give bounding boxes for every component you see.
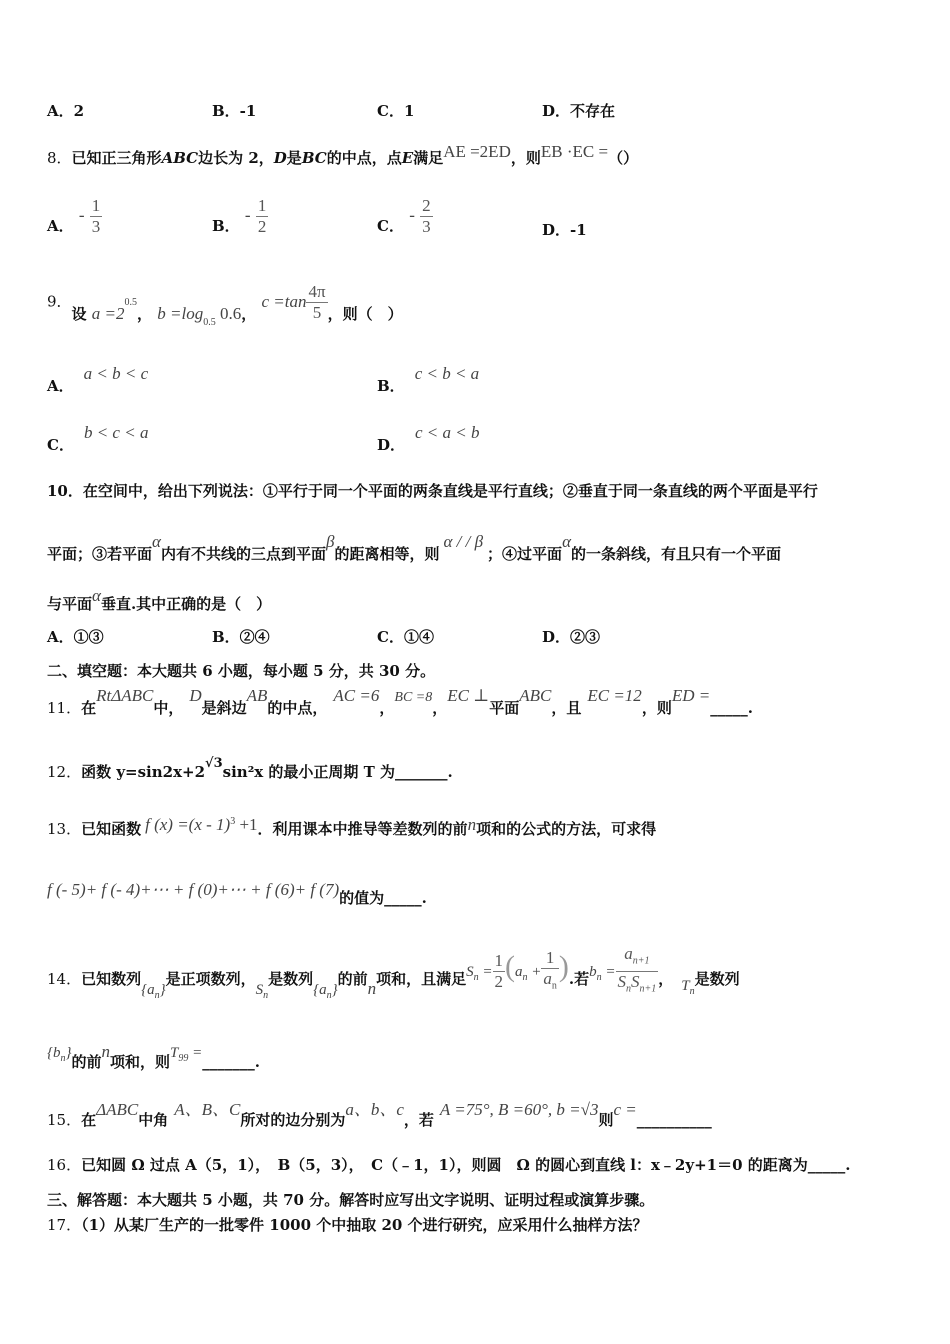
q10-option-a: A．①③ (47, 628, 104, 646)
q7-option-b: B．-1 (212, 102, 257, 120)
question-12: 12．函数 $y=\sin 2x+2^{√3}\sin^2x$ 的最小正周期 T 为_______. (47, 756, 453, 781)
q7-option-c: C．1 (377, 102, 415, 120)
q9-option-b: B．c < b < a (377, 364, 480, 395)
question-8: 8．已知正三角形ABC边长为 2，D是BC的中点，点E满足AE =2ED，则EB ·EC =（） (47, 142, 639, 167)
q10-option-c: C．①④ (377, 628, 434, 646)
question-11: 11．在RtΔABC中，D是斜边AB的中点，AC =6，BC =8，EC ⊥平面ABC，且EC =12，则ED =_____. (47, 686, 753, 717)
q8-option-a: A． - $\frac{1}{3}$ (47, 196, 101, 236)
q10-option-d: D．②③ (542, 628, 601, 646)
question-13-line-2: f (- 5)+ f (- 4)+⋯ + f (0)+⋯ + f (6)+ f (7)的值为_____. (47, 880, 427, 907)
question-16: 16．已知圆 Ω 过点 A（5，1）， B（5，3）， C（﹣1，1），则圆 Ω 的圆心到直线 l：x﹣2y+1＝0 的距离为_____. (47, 1156, 851, 1174)
question-9: 9．设 $a =2^{0.5}$， $b =\log_{0.5}$ 0.6， c =tan $\frac{4\pi}{5}$ ，则（ ） (47, 282, 403, 328)
q7-option-a: A．2 (47, 102, 85, 120)
q8-option-c: C． - $\frac{2}{3}$ (377, 196, 431, 236)
question-14-line-1: 14．已知数列$\{a_n\}$是正项数列，$S_n$是数列$\{a_n\}$的前n项和，且满足$S_n$ = $\frac{1}{2}$ ($a_n$ + $\frac{1}{a_n}$ ).若$b_n$ = $\frac{a_{n+1}}{S_nS_{n+1}}$ ， $T_n$是数列 (47, 944, 740, 1001)
question-14-line-2: $\{b_n\}$的前n项和，则$T_{99}$ =_______. (47, 1042, 260, 1071)
q10-option-b: B．②④ (212, 628, 270, 646)
question-10-line-1: 10．在空间中，给出下列说法：①平行于同一个平面的两条直线是平行直线；②垂直于同一条直线的两个平面是平行 (47, 482, 818, 500)
question-17: 17．（1）从某厂生产的一批零件 1000 个中抽取 20 个进行研究，应采用什么抽样方法？ (47, 1216, 648, 1234)
question-10-line-3: 与平面α垂直.其中正确的是（ ） (47, 586, 272, 613)
q8-option-b: B． - $\frac{1}{2}$ (212, 196, 267, 236)
q9-option-c: C．b < c < a (47, 423, 149, 454)
question-10-line-2: 平面；③若平面α内有不共线的三点到平面β的距离相等，则α / / β；④过平面α的一条斜线，有且只有一个平面 (47, 532, 782, 563)
section-2-heading: 二、填空题：本大题共 6 小题，每小题 5 分，共 30 分。 (47, 662, 436, 680)
section-3-heading: 三、解答题：本大题共 5 小题，共 70 分。解答时应写出文字说明、证明过程或演算步骤。 (47, 1191, 655, 1209)
q7-option-d: D．不存在 (542, 102, 616, 120)
question-13-line-1: 13．已知函数 f (x) =(x - 1)$^3$ +1．利用课本中推导等差数列的前n项和的公式的方法，可求得 (47, 815, 657, 838)
q9-option-d: D．c < a < b (377, 423, 480, 454)
q8-option-d: D．-1 (542, 221, 587, 239)
q9-option-a: A．a < b < c (47, 364, 149, 395)
question-15: 15．在ΔABC中角A、B、C所对的边分别为a、b、c，若A =75°, B =60°, b =√3则c =__________ (47, 1100, 712, 1129)
